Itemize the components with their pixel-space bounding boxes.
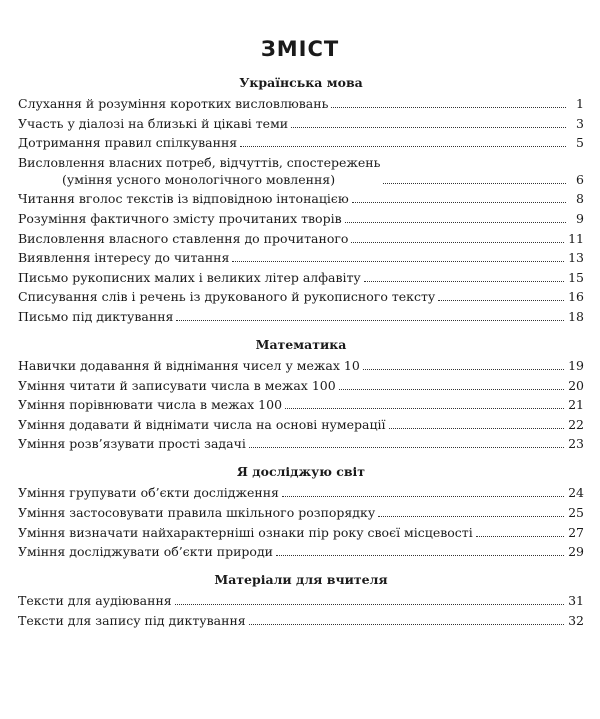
- toc-entry[interactable]: [18, 134, 584, 151]
- toc-entry-title: Висловлення власного ставлення до прочитаного: [18, 230, 349, 246]
- toc-entry-page: 24: [568, 485, 584, 501]
- section-mathematics: [18, 336, 584, 452]
- table-of-contents: [18, 74, 584, 640]
- toc-entry-title: Уміння розв’язувати прості задачі: [18, 436, 246, 452]
- leader-dots: [291, 127, 566, 128]
- toc-entry-title: Тексти для запису під диктування: [18, 612, 246, 628]
- toc-entry-page: 6: [576, 171, 584, 187]
- leader-dots: [383, 183, 566, 184]
- toc-entry[interactable]: [18, 543, 584, 560]
- toc-entry-page: 15: [568, 269, 584, 285]
- leader-dots: [378, 516, 564, 517]
- toc-entry-page: 23: [568, 436, 584, 452]
- leader-dots: [175, 604, 564, 605]
- toc-entry-page: 29: [568, 544, 584, 560]
- leader-dots: [438, 300, 564, 301]
- toc-entry[interactable]: [18, 288, 584, 305]
- toc-entry[interactable]: [18, 357, 584, 374]
- leader-dots: [351, 242, 564, 243]
- section-i-explore-world: [18, 463, 584, 560]
- toc-entry[interactable]: [18, 154, 584, 188]
- toc-entry-title: Уміння визначати найхарактерніші ознаки пір року своєї місцевості: [18, 524, 473, 540]
- toc-entry[interactable]: [18, 115, 584, 132]
- toc-entry-page: 1: [576, 96, 584, 111]
- toc-entry[interactable]: [18, 504, 584, 521]
- leader-dots: [249, 624, 564, 625]
- toc-entry[interactable]: [18, 592, 584, 609]
- toc-entry[interactable]: [18, 435, 584, 452]
- toc-entry-page: 8: [576, 191, 584, 207]
- toc-entry[interactable]: [18, 230, 584, 247]
- toc-entry-page: 22: [568, 416, 584, 432]
- toc-entry-page: 25: [568, 504, 584, 520]
- toc-entry-title: Навички додавання й віднімання чисел у межах 10: [18, 357, 360, 373]
- leader-dots: [240, 146, 566, 147]
- leader-dots: [276, 555, 564, 556]
- section-heading: Я досліджую світ: [236, 464, 366, 480]
- toc-entry[interactable]: [18, 190, 584, 207]
- toc-entry[interactable]: [18, 269, 584, 286]
- toc-entry-title: Уміння додавати й віднімати числа на основі нумерації: [18, 416, 386, 432]
- toc-entry[interactable]: [18, 95, 584, 112]
- toc-entry[interactable]: [18, 416, 584, 433]
- toc-entry-title: Участь у діалозі на близькі й цікаві теми: [18, 115, 289, 131]
- toc-entry-page: 21: [568, 397, 584, 413]
- toc-entry-title-line-1: Висловлення власних потреб, відчуттів, спостережень: [18, 154, 381, 170]
- leader-dots: [345, 222, 566, 223]
- toc-entry-title: Письмо рукописних малих і великих літер алфавіту: [18, 269, 361, 285]
- section-ukrainian: [18, 74, 584, 325]
- toc-entry-title: Тексти для аудіювання: [18, 593, 172, 609]
- page-title: ЗМІСТ: [260, 37, 340, 61]
- toc-entry-page: 20: [568, 377, 584, 393]
- leader-dots: [285, 408, 564, 409]
- toc-entry[interactable]: [18, 484, 584, 501]
- leader-dots: [364, 281, 564, 282]
- toc-entry-title: Виявлення інтересу до читання: [18, 250, 230, 266]
- toc-entry-page: 16: [568, 289, 584, 305]
- toc-entry[interactable]: [18, 210, 584, 227]
- toc-entry-title: Слухання й розуміння коротких висловлювань: [18, 96, 329, 111]
- toc-entry-page: 3: [576, 115, 584, 131]
- toc-entry-page: 9: [576, 210, 584, 226]
- leader-dots: [363, 369, 564, 370]
- leader-dots: [331, 107, 566, 108]
- leader-dots: [339, 389, 564, 390]
- toc-entry[interactable]: [18, 524, 584, 541]
- toc-entry-page: 27: [568, 524, 584, 540]
- leader-dots: [249, 447, 564, 448]
- toc-entry-title: Уміння читати й записувати числа в межах 100: [18, 377, 336, 393]
- leader-dots: [352, 202, 566, 203]
- toc-entry-title: Розуміння фактичного змісту прочитаних творів: [18, 210, 342, 226]
- section-heading: Математика: [255, 336, 347, 352]
- toc-entry-page: 31: [568, 593, 584, 609]
- toc-entry-title: Письмо під диктування: [18, 308, 174, 324]
- leader-dots: [476, 536, 564, 537]
- toc-entry-title: [18, 154, 383, 188]
- toc-entry[interactable]: [18, 249, 584, 266]
- toc-entry-title: Уміння застосовувати правила шкільного розпорядку: [18, 504, 376, 520]
- toc-entry-title: Уміння порівнювати числа в межах 100: [18, 397, 283, 413]
- section-heading: Матеріали для вчителя: [214, 572, 388, 588]
- leader-dots: [176, 320, 564, 321]
- toc-entry[interactable]: [18, 612, 584, 629]
- leader-dots: [282, 496, 564, 497]
- toc-entry[interactable]: [18, 308, 584, 325]
- toc-entry-title: Уміння групувати об’єкти дослідження: [18, 485, 279, 501]
- leader-dots: [389, 428, 565, 429]
- toc-entry-page: 19: [568, 357, 584, 373]
- section-teacher-materials: [18, 571, 584, 629]
- toc-entry-page: 13: [568, 250, 584, 266]
- toc-entry-page: 5: [576, 135, 584, 151]
- section-heading: Українська мова: [239, 75, 363, 90]
- toc-entry-title: Читання вголос текстів із відповідною інтонацією: [18, 191, 349, 207]
- toc-entry-title-line-2: (уміння усного монологічного мовлення): [62, 171, 336, 187]
- leader-dots: [232, 261, 564, 262]
- toc-entry-title: Уміння досліджувати об’єкти природи: [18, 544, 273, 560]
- toc-entry-page: 18: [568, 308, 584, 324]
- toc-entry-title: Дотримання правил спілкування: [18, 135, 238, 151]
- toc-entry[interactable]: [18, 377, 584, 394]
- toc-entry[interactable]: [18, 396, 584, 413]
- toc-entry-page: 11: [568, 230, 584, 246]
- toc-entry-title: Списування слів і речень із друкованого й рукописного тексту: [18, 289, 436, 305]
- toc-entry-page: 32: [568, 612, 584, 628]
